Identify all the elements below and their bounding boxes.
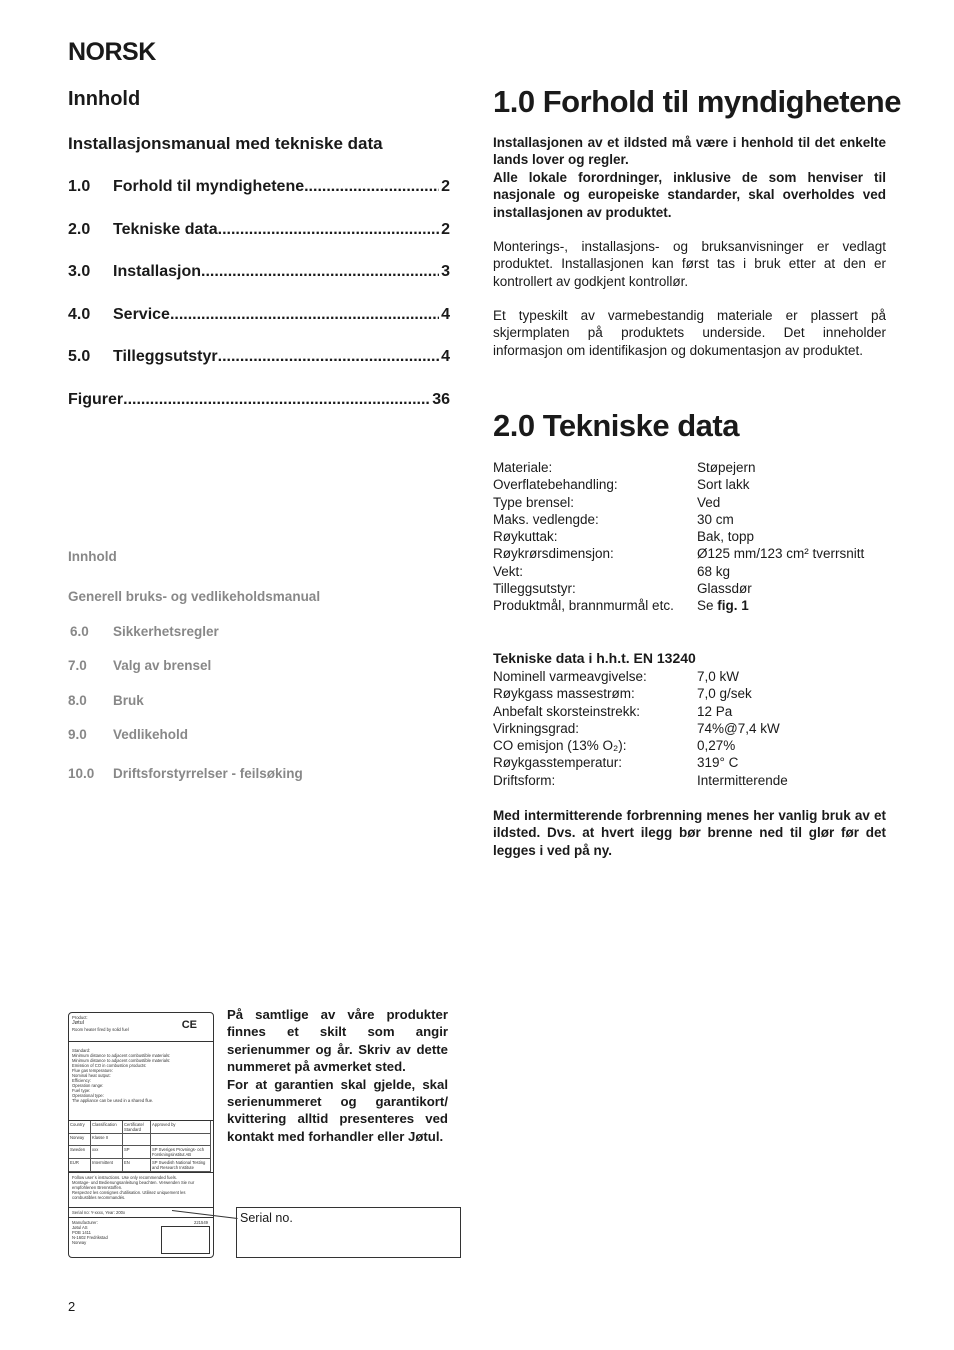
language-heading: NORSK [68,38,156,66]
toc-entry-page: 2 [441,220,450,238]
section1-intro [493,134,886,221]
plate-code: 221549 [194,1220,208,1225]
toc-entry[interactable] [68,178,450,221]
dot-leader [218,348,439,366]
plate-instruction-line: Respectez les consignes d'utilisation. Utilisez uniquement les combustibles recommandés. [72,1190,186,1200]
warranty-paragraph: På samtlige av våre produkter finnes et skilt som angir serienummer og år. Skriv av dette nummeret på avmerket sted. [227,1007,448,1075]
toc-entry-label: Installasjon [113,263,202,280]
spec-row [493,720,893,737]
page-number: 2 [68,1299,76,1314]
spec-row [493,737,893,754]
plate-manufacturer-line: Jøtul AS [72,1225,88,1230]
toc-entry[interactable] [68,306,450,349]
spec-row [493,754,893,771]
spec-key: Type brensel: [493,494,575,510]
dot-leader [218,221,439,239]
spec-value: 7,0 kW [697,669,740,684]
toc2-entry-number: 8.0 [68,693,87,708]
toc-entry-page: 3 [441,263,450,280]
plate-standard-line: Operational type: [72,1093,104,1098]
plate-standard-line: The appliance can be used in a shared flue. [72,1098,154,1103]
spec-row [493,459,893,476]
spec-row [493,772,893,789]
plate-manufacturer-line: POB 1411 [72,1230,92,1235]
plate-instructions [69,1173,213,1208]
dot-leader [170,306,439,324]
intermittent-note: Med intermitterende forbrenning menes her vanlig bruk av et ildsted. Dvs. at hvert ilegg bør brenne ned til glør før det legges i ved på ny. [493,808,886,858]
spec-key: Overflatebehandling: [493,477,618,493]
plate-standard-line: Operation range: [72,1083,104,1088]
plate-manufacturer-line: N-1602 Fredrikstad [72,1235,108,1240]
plate-product-name: Jøtul [72,1020,84,1026]
spec-row [493,511,893,528]
section1-intro-line2: Alle lokale forordninger, inklusive de som henviser til nasjonale og europeiske standarder, skal overholdes ved installasjonen av produktet. [493,169,886,220]
plate-cell: SP [123,1146,151,1159]
spec-key: Produktmål, brannmurmål etc. [493,598,674,614]
toc2-entry[interactable] [68,693,144,708]
section2-heading: 2.0 Tekniske data [493,408,739,443]
spec-table [493,459,893,615]
spec-value: 0,27% [697,738,736,754]
toc2-subtitle: Generell bruks- og vedlikeholdsmanual [68,589,321,604]
section1-paragraph3: Et typeskilt av varmebestandig materiale er plassert på skjermplaten på produktets underside. Det inneholder informasjon om identifikasjon og dokumentasjon av produktet. [493,308,886,358]
plate-cell: xxx [91,1146,123,1159]
spec-value: Glassdør [697,581,752,597]
section1-paragraph2: Monterings-, installasjons- og bruksanvisninger er vedlagt produktet. Installasjonen kan først tas i bruk etter at den er kontrollert av godkjent kontrollør. [493,239,886,289]
toc2-entry[interactable] [68,624,219,639]
toc2-entry-number: 6.0 [70,624,89,639]
spec-key: Røykuttak: [493,529,558,545]
plate-product-label: Product: [72,1015,88,1020]
toc-entry-label: Service [113,305,170,323]
spec-row [493,597,893,614]
plate-cell: Certificate/ Standard [123,1121,151,1134]
spec-value: 319° C [697,755,739,771]
toc-entry-figures[interactable] [68,391,450,434]
spec-row [493,703,893,720]
warranty-paragraph: For at garantien skal gjelde, skal serienummeret og garantikort/ kvittering alltid presenteres ved kontakt med forhandler eller Jøtul. [227,1076,448,1144]
plate-cell: SP Sveriges Provnings- och Forskningsinstitut AB [151,1146,211,1159]
dot-leader [201,263,439,281]
plate-cell [123,1134,151,1146]
plate-standard-line: Standard: [72,1048,91,1053]
plate-cell: Intermittent [91,1159,123,1172]
spec-row [493,545,893,562]
plate-instruction-line: Montage- und Bedienungsanleitung beachten. Verwenden Sie nur empfohlenen Brennstoffen. [72,1180,195,1190]
toc-subtitle: Installasjonsmanual med tekniske data [68,134,383,153]
spec-key: Røykrørsdimensjon: [493,546,614,562]
spec-key: Nominell varmeavgivelse: [493,669,647,684]
plate-serial: Serial no: Y-xxxx, Year: 200x [69,1208,213,1218]
plate-cell: EN [123,1159,151,1172]
toc-entry-number: 4.0 [68,305,91,323]
plate-manufacturer-label: Manufacturer: [72,1220,98,1225]
toc-entry-page: 2 [441,178,450,195]
plate-manufacturer-line: Norway [72,1240,87,1245]
spec-value [697,597,749,614]
plate-cell: Sweden [69,1146,91,1159]
spec-key: Tilleggsutstyr: [493,581,576,597]
plate-standard-line: Fuel type: [72,1088,91,1093]
toc-entry-number: 2.0 [68,220,91,238]
type-plate-illustration [68,1012,214,1258]
toc2-entry-label: Vedlikehold [113,727,189,742]
spec-value: Bak, topp [697,529,755,545]
plate-barcode-box [161,1226,210,1254]
spec-row [493,580,893,597]
spec-row [493,494,893,511]
toc2-entry[interactable] [68,658,211,673]
plate-cell: Norway [69,1134,91,1146]
spec-key: Anbefalt skorsteinstrekk: [493,703,641,719]
toc-entry-label: Forhold til myndighetene [113,178,305,195]
spec-row [493,563,893,580]
spec-value: Ved [697,494,721,510]
warranty-text [227,1006,448,1145]
spec-value: Sort lakk [697,477,750,493]
plate-approval-table [69,1121,213,1173]
toc2-entry-label: Sikkerhetsregler [113,624,219,639]
toc-entry-label: Figurer [68,390,124,408]
plate-standard-line: Minimum distance to adjacent combustible materials: [72,1053,171,1058]
table-of-contents [68,178,450,433]
spec-key: Virkningsgrad: [493,720,580,736]
toc2-entry-label: Bruk [113,693,144,708]
spec-row [493,528,893,545]
plate-standard-line: Minimum distance to adjacent combustible materials: [72,1058,171,1063]
spec-row [493,685,893,702]
spec-value: Ø125 mm/123 cm² tverrsnitt [697,546,865,562]
spec-row [493,668,893,685]
toc-entry-page: 4 [441,305,450,323]
en-spec-table [493,668,893,789]
toc2-entry-number: 10.0 [68,766,95,781]
plate-cell: Classification [91,1121,123,1134]
toc2-entry[interactable] [68,727,188,742]
serial-number-label: Serial no. [240,1211,293,1225]
spec-key: Røykgasstemperatur: [493,755,623,771]
plate-cell: Klasse II [91,1134,123,1146]
spec-key: Vekt: [493,563,524,579]
toc-entry[interactable] [68,263,450,306]
toc-entry-number: 1.0 [68,178,91,195]
spec-value: 12 Pa [697,703,733,719]
toc2-entry-label: Valg av brensel [113,658,212,673]
toc-entry-label: Tekniske data [113,220,218,238]
toc-title: Innhold [68,88,141,110]
spec-value: 68 kg [697,563,731,579]
plate-standard-line: Efficiency: [72,1078,92,1083]
plate-instruction-line: Follow user´s instructions. Use only recommended fuels. [72,1175,177,1180]
plate-product-desc: Room heater fired by solid fuel [72,1027,129,1032]
spec-value: Intermitterende [697,772,788,788]
plate-cell: Country [69,1121,91,1134]
spec-key: Driftsform: [493,772,556,788]
toc-entry-page: 4 [441,348,450,365]
spec-value: Støpejern [697,460,756,475]
en-spec-heading: Tekniske data i h.h.t. EN 13240 [493,650,696,666]
plate-standard-section [69,1042,213,1121]
spec-key: CO emisjon (13% O₂): [493,738,627,754]
toc2-entry[interactable] [68,766,303,781]
plate-cell: Approved by [151,1121,211,1134]
toc-entry-number: 3.0 [68,263,91,280]
plate-standard-line: Flue gas temperature: [72,1068,113,1073]
plate-cell: SP Swedish National Testing and Research Institute [151,1159,211,1172]
figure-reference[interactable]: fig. 1 [717,598,749,614]
section1-heading: 1.0 Forhold til myndighetene [493,84,901,119]
spec-value: 30 cm [697,511,734,527]
plate-cell: EUR [69,1159,91,1172]
toc-entry-number: 5.0 [68,348,91,365]
toc2-entry-label: Driftsforstyrrelser - feilsøking [113,766,303,781]
toc2-title: Innhold [68,549,117,564]
spec-value-prefix: Se [697,598,718,614]
spec-value: 7,0 g/sek [697,686,752,702]
toc-entry[interactable] [68,348,450,391]
ce-mark-icon: CE [181,1019,197,1031]
spec-key: Maks. vedlengde: [493,511,599,527]
plate-cell [151,1134,211,1146]
dot-leader [123,391,430,409]
plate-standard-line: Emission of CO in combustion products: [72,1063,147,1068]
spec-value: 74%@7,4 kW [697,720,780,736]
section1-intro-line1: Installasjonen av et ildsted må være i henhold til det enkelte lands lover og regler. [493,135,886,168]
toc-entry[interactable] [68,221,450,264]
toc2-entry-number: 7.0 [68,658,87,673]
spec-key: Materiale: [493,460,553,475]
spec-row [493,476,893,493]
dot-leader [304,178,439,196]
plate-product-section [69,1013,213,1042]
toc-entry-page: 36 [432,390,450,408]
plate-standard-line: Nominal heat output: [72,1073,111,1078]
spec-key: Røykgass massestrøm: [493,686,635,702]
toc2-entry-number: 9.0 [68,727,87,742]
toc-entry-label: Tilleggsutstyr [113,348,218,365]
